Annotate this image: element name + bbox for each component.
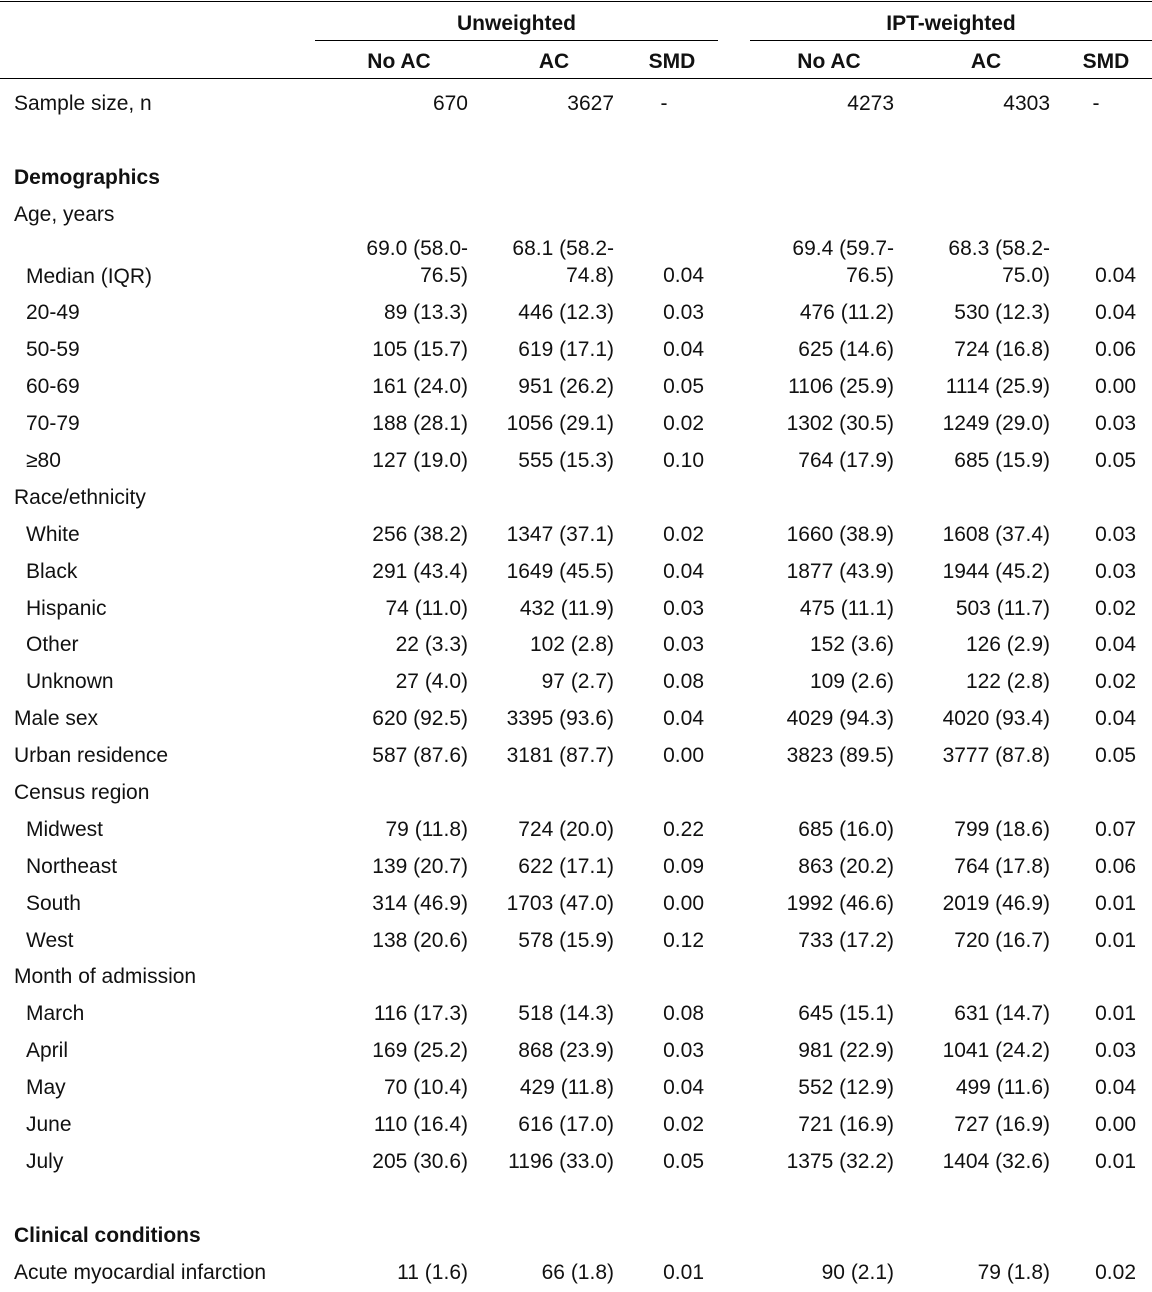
- cell-no-ac-weighted: 476 (11.2): [799, 301, 894, 325]
- cell-ac-weighted: 68.3 (58.2-75.0): [948, 236, 1050, 287]
- cell-smd-unweighted: 0.02: [663, 1113, 704, 1137]
- cell-smd-unweighted: 0.03: [663, 301, 704, 325]
- table-row: [0, 886, 1152, 923]
- cell-ac-unweighted: 951 (26.2): [518, 375, 614, 399]
- cell-ac-weighted: 122 (2.8): [965, 670, 1050, 694]
- cell-smd-unweighted: 0.04: [663, 1076, 704, 1100]
- row-label: Male sex: [14, 707, 99, 731]
- row-label: 70-79: [26, 412, 80, 436]
- cell-ac-weighted: 1608 (37.4): [942, 522, 1050, 546]
- table-body: [0, 86, 1152, 1292]
- cell-smd-unweighted: 0.10: [663, 449, 704, 473]
- cell-smd-unweighted: 0.08: [663, 670, 704, 694]
- cell-smd-weighted: 0.03: [1095, 412, 1136, 436]
- row-label: Black: [26, 559, 78, 583]
- cell-no-ac-weighted: 3823 (89.5): [786, 744, 894, 768]
- column-header-no-ac-weighted: No AC: [797, 50, 861, 73]
- cell-no-ac-weighted: 645 (15.1): [798, 1002, 894, 1026]
- cell-no-ac-weighted: 981 (22.9): [798, 1039, 894, 1063]
- table-row: [0, 406, 1152, 443]
- spacer-row: [0, 123, 1152, 160]
- cell-no-ac-weighted: 721 (16.9): [798, 1113, 894, 1137]
- cell-smd-unweighted: 0.05: [663, 1149, 704, 1173]
- table-row: [0, 369, 1152, 406]
- cell-ac-unweighted: 622 (17.1): [518, 854, 614, 878]
- cell-smd-unweighted: 0.05: [663, 375, 704, 399]
- cell-ac-weighted: 530 (12.3): [954, 301, 1050, 325]
- cell-ac-weighted: 720 (16.7): [954, 928, 1050, 952]
- header-bottom-rule: [0, 78, 1152, 79]
- row-label: Clinical conditions: [14, 1223, 201, 1247]
- cell-no-ac-weighted: 1106 (25.9): [788, 375, 894, 399]
- table-row: [0, 775, 1152, 812]
- row-label: 60-69: [26, 375, 80, 399]
- cell-no-ac-unweighted: 11 (1.6): [397, 1260, 468, 1284]
- cell-smd-weighted: 0.04: [1095, 1076, 1136, 1100]
- cell-ac-weighted: 799 (18.6): [954, 817, 1050, 841]
- cell-smd-weighted: 0.04: [1095, 263, 1136, 287]
- table-row: [0, 1070, 1152, 1107]
- cell-smd-unweighted: 0.12: [663, 928, 704, 952]
- table-row: [0, 443, 1152, 480]
- row-label: Other: [26, 633, 79, 657]
- table-row: [0, 701, 1152, 738]
- cell-no-ac-unweighted: 256 (38.2): [372, 522, 468, 546]
- cell-no-ac-weighted: 1660 (38.9): [786, 522, 894, 546]
- table-row: [0, 234, 1152, 296]
- cell-smd-weighted: 0.05: [1095, 449, 1136, 473]
- cell-no-ac-unweighted: 587 (87.6): [372, 744, 468, 768]
- cell-smd-weighted: 0.03: [1095, 522, 1136, 546]
- row-label: 50-59: [26, 338, 80, 362]
- cell-ac-unweighted: 868 (23.9): [518, 1039, 614, 1063]
- cell-no-ac-unweighted: 169 (25.2): [372, 1039, 468, 1063]
- cell-no-ac-unweighted: 138 (20.6): [372, 928, 468, 952]
- cell-ac-weighted: 724 (16.8): [954, 338, 1050, 362]
- cell-smd-unweighted: 0.04: [663, 338, 704, 362]
- cell-smd-unweighted: 0.02: [663, 412, 704, 436]
- cell-ac-unweighted: 446 (12.3): [518, 301, 614, 325]
- row-label: Age, years: [14, 202, 115, 226]
- cell-smd-weighted: 0.00: [1095, 1113, 1136, 1137]
- cell-no-ac-unweighted: 79 (11.8): [385, 817, 468, 841]
- cell-no-ac-unweighted: 27 (4.0): [395, 670, 468, 694]
- cell-ac-weighted: 631 (14.7): [954, 1002, 1050, 1026]
- cell-ac-unweighted: 1649 (45.5): [506, 559, 614, 583]
- row-label: White: [26, 522, 80, 546]
- cell-ac-unweighted: 102 (2.8): [529, 633, 614, 657]
- table-row: [0, 197, 1152, 234]
- table-row: [0, 1255, 1152, 1292]
- cell-smd-weighted: 0.01: [1095, 1149, 1136, 1173]
- table-top-rule: [0, 1, 1152, 2]
- table-row: [0, 664, 1152, 701]
- cell-no-ac-unweighted: 74 (11.0): [385, 596, 468, 620]
- row-label: Demographics: [14, 165, 160, 189]
- cell-no-ac-weighted: 863 (20.2): [798, 854, 894, 878]
- cell-no-ac-weighted: 685 (16.0): [798, 817, 894, 841]
- cell-smd-unweighted: 0.03: [663, 596, 704, 620]
- cell-smd-weighted: 0.06: [1095, 338, 1136, 362]
- cell-ac-unweighted: 616 (17.0): [518, 1113, 614, 1137]
- row-label: Hispanic: [26, 596, 107, 620]
- cell-no-ac-unweighted: 22 (3.3): [395, 633, 468, 657]
- table-row: [0, 628, 1152, 665]
- table-row: [0, 296, 1152, 333]
- cell-smd-unweighted: 0.03: [663, 633, 704, 657]
- row-label: Unknown: [26, 670, 114, 694]
- table-row: [0, 554, 1152, 591]
- cell-no-ac-weighted: 764 (17.9): [798, 449, 894, 473]
- group-header-unweighted: Unweighted: [457, 12, 576, 35]
- cell-no-ac-weighted: 90 (2.1): [821, 1260, 894, 1284]
- cell-no-ac-weighted: 1877 (43.9): [786, 559, 894, 583]
- table-row: [0, 960, 1152, 997]
- column-header-ac-unweighted: AC: [538, 50, 570, 73]
- cell-no-ac-unweighted: 89 (13.3): [383, 301, 468, 325]
- cell-smd-unweighted: 0.22: [663, 817, 704, 841]
- row-label: Sample size, n: [14, 91, 152, 115]
- cell-ac-unweighted: 3181 (87.7): [506, 744, 614, 768]
- cell-smd-weighted: 0.04: [1095, 633, 1136, 657]
- cell-smd-weighted: 0.04: [1095, 301, 1136, 325]
- row-label: West: [26, 928, 74, 952]
- cell-ac-weighted: 1404 (32.6): [942, 1149, 1050, 1173]
- table-row: [0, 517, 1152, 554]
- table-row: [0, 1033, 1152, 1070]
- cell-ac-weighted: 126 (2.9): [965, 633, 1050, 657]
- cell-no-ac-unweighted: 105 (15.7): [372, 338, 468, 362]
- cell-no-ac-weighted: 1375 (32.2): [786, 1149, 894, 1173]
- cell-ac-unweighted: 97 (2.7): [541, 670, 614, 694]
- cell-no-ac-weighted: 1302 (30.5): [786, 412, 894, 436]
- cell-no-ac-unweighted: 139 (20.7): [372, 854, 468, 878]
- cell-smd-unweighted: 0.08: [663, 1002, 704, 1026]
- cell-smd-weighted: 0.01: [1095, 891, 1136, 915]
- cell-smd-weighted: 0.05: [1095, 744, 1136, 768]
- row-label: Acute myocardial infarction: [14, 1260, 267, 1284]
- cell-ac-weighted: 3777 (87.8): [942, 744, 1050, 768]
- cell-no-ac-unweighted: 188 (28.1): [372, 412, 468, 436]
- column-header-smd-unweighted: SMD: [648, 50, 696, 73]
- cell-smd-unweighted: 0.00: [663, 744, 704, 768]
- cell-no-ac-unweighted: 70 (10.4): [383, 1076, 468, 1100]
- cell-ac-unweighted: 66 (1.8): [541, 1260, 614, 1284]
- row-label: Census region: [14, 781, 150, 805]
- cell-smd-weighted: 0.04: [1095, 707, 1136, 731]
- cell-no-ac-weighted: 152 (3.6): [809, 633, 894, 657]
- table-row: [0, 1144, 1152, 1181]
- column-header-no-ac-unweighted: No AC: [367, 50, 431, 73]
- cell-smd-unweighted: 0.02: [663, 522, 704, 546]
- cell-smd-weighted: 0.02: [1095, 670, 1136, 694]
- cell-smd-weighted: 0.07: [1095, 817, 1136, 841]
- cell-smd-weighted: 0.01: [1095, 1002, 1136, 1026]
- table-row: [0, 996, 1152, 1033]
- cell-smd-unweighted: 0.04: [663, 263, 704, 287]
- column-header-ac-weighted: AC: [970, 50, 1002, 73]
- row-label: Midwest: [26, 817, 104, 841]
- cell-ac-weighted: 4020 (93.4): [942, 707, 1050, 731]
- cell-no-ac-unweighted: 110 (16.4): [373, 1113, 468, 1137]
- row-label: 20-49: [26, 301, 80, 325]
- cell-ac-unweighted: 555 (15.3): [518, 449, 614, 473]
- table-row: [0, 738, 1152, 775]
- row-label: March: [26, 1002, 85, 1026]
- row-label: Northeast: [26, 854, 118, 878]
- cell-ac-weighted: 1041 (24.2): [942, 1039, 1050, 1063]
- cell-ac-unweighted: 432 (11.9): [519, 596, 614, 620]
- column-header-smd-weighted: SMD: [1082, 50, 1130, 73]
- table-row: [0, 923, 1152, 960]
- cell-no-ac-weighted: 69.4 (59.7-76.5): [792, 236, 894, 287]
- cell-no-ac-unweighted: 670: [432, 91, 468, 115]
- cell-no-ac-unweighted: 205 (30.6): [372, 1149, 468, 1173]
- cell-ac-unweighted: 1347 (37.1): [506, 522, 614, 546]
- cell-ac-unweighted: 578 (15.9): [518, 928, 614, 952]
- cell-no-ac-weighted: 109 (2.6): [809, 670, 894, 694]
- cell-smd-weighted: 0.01: [1095, 928, 1136, 952]
- section-header-row: [0, 160, 1152, 197]
- group-underline-ipt-weighted: [750, 40, 1152, 41]
- row-label: ≥80: [26, 449, 61, 473]
- group-header-ipt-weighted: IPT-weighted: [886, 12, 1016, 35]
- cell-smd-weighted: 0.02: [1095, 596, 1136, 620]
- cell-no-ac-weighted: 4273: [847, 91, 894, 115]
- cell-smd-weighted: 0.06: [1095, 854, 1136, 878]
- cell-smd-unweighted: 0.00: [663, 891, 704, 915]
- cell-smd-unweighted: 0.01: [663, 1260, 704, 1284]
- cell-ac-weighted: 1249 (29.0): [942, 412, 1050, 436]
- row-label: Median (IQR): [26, 264, 153, 288]
- row-label: July: [26, 1149, 64, 1173]
- row-label: April: [26, 1039, 69, 1063]
- column-header-row: [0, 50, 1152, 78]
- row-label: May: [26, 1076, 66, 1100]
- cell-no-ac-weighted: 625 (14.6): [798, 338, 894, 362]
- cell-ac-weighted: 4303: [1003, 91, 1050, 115]
- row-label: South: [26, 891, 81, 915]
- group-underline-unweighted: [315, 40, 718, 41]
- cell-smd-weighted: 0.00: [1095, 375, 1136, 399]
- cell-ac-unweighted: 429 (11.8): [519, 1076, 614, 1100]
- table-row: [0, 849, 1152, 886]
- table-row: [0, 812, 1152, 849]
- cell-ac-weighted: 79 (1.8): [977, 1260, 1050, 1284]
- cell-no-ac-unweighted: 116 (17.3): [373, 1002, 468, 1026]
- cell-no-ac-unweighted: 161 (24.0): [372, 375, 468, 399]
- cell-no-ac-weighted: 475 (11.1): [799, 596, 894, 620]
- cell-smd-unweighted: 0.04: [663, 707, 704, 731]
- table-row: [0, 1107, 1152, 1144]
- cell-no-ac-weighted: 4029 (94.3): [786, 707, 894, 731]
- cell-no-ac-unweighted: 127 (19.0): [372, 449, 468, 473]
- cell-ac-unweighted: 3627: [567, 91, 614, 115]
- cell-no-ac-weighted: 1992 (46.6): [786, 891, 894, 915]
- cell-no-ac-unweighted: 620 (92.5): [372, 707, 468, 731]
- cell-smd-unweighted: 0.03: [663, 1039, 704, 1063]
- table-row: [0, 480, 1152, 517]
- row-label: Urban residence: [14, 744, 169, 768]
- cell-smd-weighted: 0.02: [1095, 1260, 1136, 1284]
- section-header-row: [0, 1218, 1152, 1255]
- cell-ac-weighted: 499 (11.6): [955, 1076, 1050, 1100]
- cell-ac-unweighted: 3395 (93.6): [506, 707, 614, 731]
- cell-smd-unweighted: 0.09: [663, 854, 704, 878]
- cell-smd-weighted: 0.03: [1095, 559, 1136, 583]
- row-label: June: [26, 1113, 72, 1137]
- cell-ac-unweighted: 68.1 (58.2-74.8): [512, 236, 614, 287]
- cell-no-ac-unweighted: 314 (46.9): [372, 891, 468, 915]
- row-label: Month of admission: [14, 965, 197, 989]
- cell-smd-unweighted: 0.04: [663, 559, 704, 583]
- cell-ac-weighted: 2019 (46.9): [942, 891, 1050, 915]
- cell-no-ac-weighted: 733 (17.2): [798, 928, 894, 952]
- cell-smd-weighted: -: [1092, 91, 1100, 115]
- cell-ac-weighted: 685 (15.9): [954, 449, 1050, 473]
- cell-no-ac-unweighted: 291 (43.4): [372, 559, 468, 583]
- cell-ac-unweighted: 724 (20.0): [518, 817, 614, 841]
- row-label: Race/ethnicity: [14, 485, 146, 509]
- cell-ac-unweighted: 619 (17.1): [518, 338, 614, 362]
- cell-ac-unweighted: 518 (14.3): [518, 1002, 614, 1026]
- cell-smd-unweighted: -: [660, 91, 668, 115]
- cell-ac-weighted: 1114 (25.9): [945, 375, 1050, 399]
- cell-ac-unweighted: 1056 (29.1): [506, 412, 614, 436]
- cell-smd-weighted: 0.03: [1095, 1039, 1136, 1063]
- cell-ac-weighted: 1944 (45.2): [942, 559, 1050, 583]
- cell-no-ac-unweighted: 69.0 (58.0-76.5): [366, 236, 468, 287]
- cell-ac-weighted: 503 (11.7): [955, 596, 1050, 620]
- cell-ac-unweighted: 1703 (47.0): [506, 891, 614, 915]
- cell-ac-weighted: 764 (17.8): [954, 854, 1050, 878]
- table-row: [0, 86, 1152, 123]
- cell-ac-unweighted: 1196 (33.0): [508, 1149, 614, 1173]
- cell-ac-weighted: 727 (16.9): [954, 1113, 1050, 1137]
- table-row: [0, 591, 1152, 628]
- spacer-row: [0, 1181, 1152, 1218]
- cell-no-ac-weighted: 552 (12.9): [798, 1076, 894, 1100]
- table-row: [0, 332, 1152, 369]
